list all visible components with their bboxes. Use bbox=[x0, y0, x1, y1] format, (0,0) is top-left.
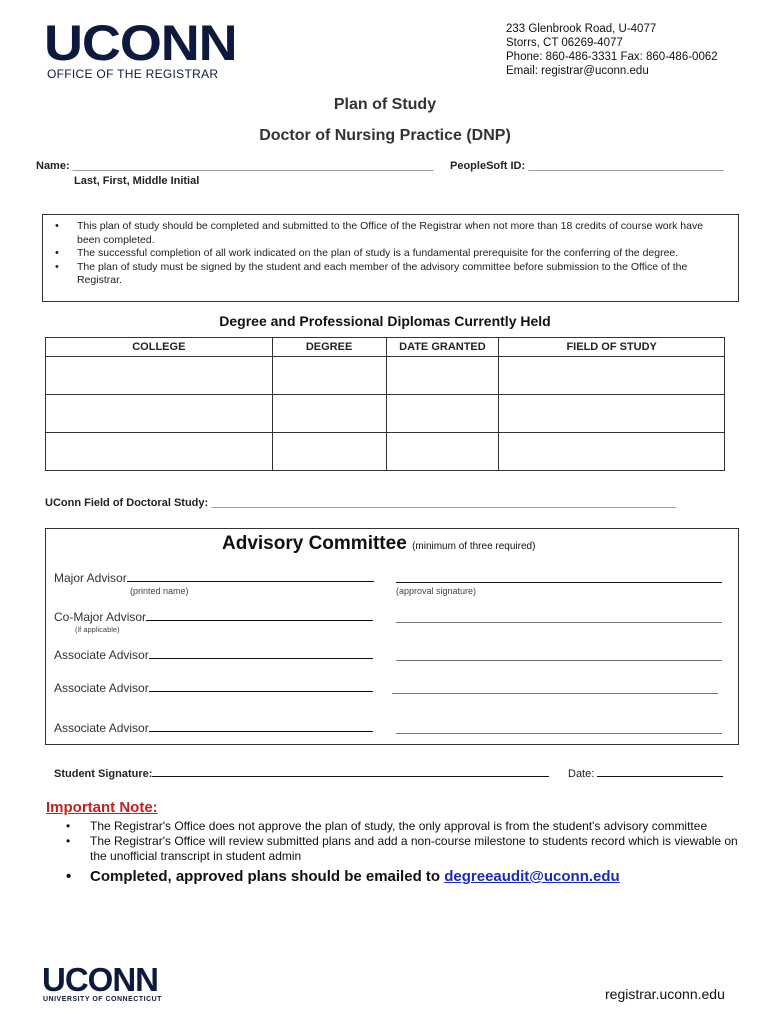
table-row bbox=[46, 433, 725, 471]
email-instruction-text: Completed, approved plans should be emailed to bbox=[90, 868, 445, 885]
degrees-section-title: Degree and Professional Diplomas Currently Held bbox=[219, 313, 551, 329]
table-cell[interactable] bbox=[46, 433, 273, 471]
registrar-address bbox=[506, 22, 718, 78]
associate-advisor-label: Associate Advisor bbox=[54, 648, 149, 662]
table-cell[interactable] bbox=[386, 433, 499, 471]
important-note-item: • The Registrar's Office does not approve the plan of study, the only approval is from the student's advisory committee bbox=[90, 819, 750, 834]
associate-advisor-row-3 bbox=[54, 721, 373, 735]
table-row bbox=[46, 357, 725, 395]
footer-university-name: UNIVERSITY OF CONNECTICUT bbox=[43, 996, 162, 1003]
instruction-item: • This plan of study should be completed and submitted to the Office of the Registrar when not more than 18 credits of course work have been completed. bbox=[77, 220, 728, 247]
instructions-box bbox=[42, 214, 739, 302]
associate-advisor-name-input[interactable] bbox=[149, 658, 373, 659]
table-cell[interactable] bbox=[386, 357, 499, 395]
table-cell[interactable] bbox=[499, 395, 725, 433]
printed-name-hint: (printed name) bbox=[130, 586, 189, 596]
date-label: Date: bbox=[568, 768, 595, 780]
date-input[interactable] bbox=[597, 776, 723, 777]
address-line-4: Email: registrar@uconn.edu bbox=[506, 65, 649, 77]
instruction-item: • The successful completion of all work indicated on the plan of study is a fundamental prerequisite for the conferring of the degree. bbox=[77, 247, 728, 261]
co-major-advisor-signature-input[interactable] bbox=[396, 622, 722, 623]
office-name: OFFICE OF THE REGISTRAR bbox=[47, 67, 219, 81]
table-cell[interactable] bbox=[499, 433, 725, 471]
associate-advisor-row-2 bbox=[54, 681, 373, 695]
major-advisor-name-input[interactable] bbox=[127, 581, 374, 582]
uconn-logo: UCONN bbox=[44, 15, 237, 71]
date-row bbox=[568, 768, 723, 780]
table-cell[interactable] bbox=[46, 395, 273, 433]
major-advisor-signature-input[interactable] bbox=[396, 582, 722, 583]
field-of-study-field[interactable]: UConn Field of Doctoral Study: ____________________________________________________________________________ bbox=[45, 497, 677, 509]
peoplesoft-id-field[interactable]: PeopleSoft ID: ________________________________ bbox=[450, 160, 724, 172]
important-note-list bbox=[90, 819, 750, 884]
advisory-committee-box bbox=[45, 528, 739, 745]
important-note-title: Important Note: bbox=[46, 799, 158, 816]
associate-advisor-name-input[interactable] bbox=[149, 731, 373, 732]
advisory-committee-title bbox=[222, 533, 535, 555]
table-row bbox=[46, 395, 725, 433]
page-subtitle: Doctor of Nursing Practice (DNP) bbox=[259, 127, 511, 144]
table-cell[interactable] bbox=[46, 357, 273, 395]
approval-signature-hint: (approval signature) bbox=[396, 586, 477, 596]
major-advisor-row bbox=[54, 571, 374, 585]
degree-audit-email-link[interactable]: degreeaudit@uconn.edu bbox=[444, 868, 620, 885]
advisory-title-text: Advisory Committee bbox=[222, 533, 407, 554]
instructions-list bbox=[77, 220, 728, 288]
associate-advisor-signature-input[interactable] bbox=[396, 660, 722, 661]
instruction-item: • The plan of study must be signed by the student and each member of the advisory committee before submission to the Office of the Registrar. bbox=[77, 261, 728, 288]
associate-advisor-signature-input[interactable] bbox=[392, 693, 718, 694]
column-degree: DEGREE bbox=[272, 338, 386, 357]
student-signature-input[interactable] bbox=[152, 776, 549, 777]
student-signature-row bbox=[54, 768, 549, 780]
name-field-hint: Last, First, Middle Initial bbox=[74, 175, 200, 187]
table-cell[interactable] bbox=[272, 357, 386, 395]
associate-advisor-signature-input[interactable] bbox=[396, 733, 722, 734]
table-header-row bbox=[46, 338, 725, 357]
address-line-1: 233 Glenbrook Road, U-4077 bbox=[506, 23, 657, 35]
advisory-title-note: (minimum of three required) bbox=[412, 541, 536, 552]
footer-uconn-logo: UCONN bbox=[42, 961, 158, 998]
student-signature-label: Student Signature: bbox=[54, 768, 153, 780]
co-major-advisor-row bbox=[54, 610, 373, 624]
important-note-item: • The Registrar's Office will review submitted plans and add a non-course milestone to students record which is viewable on the unofficial transcript in student admin bbox=[90, 834, 750, 864]
address-line-3: Phone: 860-486-3331 Fax: 860-486-0062 bbox=[506, 51, 718, 63]
table-cell[interactable] bbox=[386, 395, 499, 433]
associate-advisor-name-input[interactable] bbox=[149, 691, 373, 692]
address-line-2: Storrs, CT 06269-4077 bbox=[506, 37, 623, 49]
column-date-granted: DATE GRANTED bbox=[386, 338, 499, 357]
major-advisor-label: Major Advisor bbox=[54, 571, 127, 585]
co-major-advisor-label: Co-Major Advisor bbox=[54, 610, 147, 624]
table-cell[interactable] bbox=[272, 433, 386, 471]
if-applicable-hint: (if applicable) bbox=[75, 625, 120, 634]
column-field-of-study: FIELD OF STUDY bbox=[499, 338, 725, 357]
associate-advisor-row-1 bbox=[54, 648, 373, 662]
footer-website[interactable]: registrar.uconn.edu bbox=[605, 986, 725, 1002]
table-cell[interactable] bbox=[499, 357, 725, 395]
name-field[interactable]: Name: ___________________________________________________________ bbox=[36, 160, 434, 172]
co-major-advisor-name-input[interactable] bbox=[146, 620, 373, 621]
degrees-table bbox=[45, 337, 725, 471]
email-instruction bbox=[90, 869, 750, 884]
associate-advisor-label: Associate Advisor bbox=[54, 721, 149, 735]
page-title: Plan of Study bbox=[333, 96, 437, 113]
associate-advisor-label: Associate Advisor bbox=[54, 681, 149, 695]
table-cell[interactable] bbox=[272, 395, 386, 433]
column-college: COLLEGE bbox=[46, 338, 273, 357]
